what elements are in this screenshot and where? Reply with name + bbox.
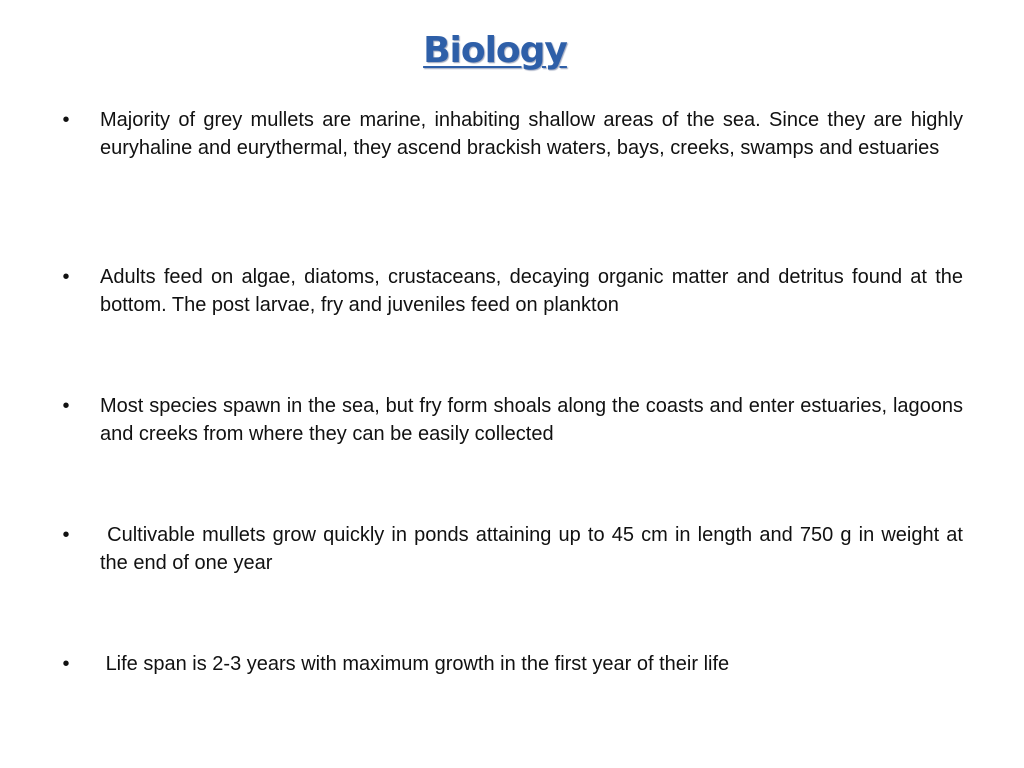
bullet-text: Majority of grey mullets are marine, inhabiting shallow areas of the sea. Since they are highly euryhaline and eurythermal, they ascend brackish waters, bays, creeks, swamps and estuaries [100,109,963,159]
bullet-text: Life span is 2-3 years with maximum growth in the first year of their life [100,653,730,675]
bullet-dot: • [62,653,70,675]
slide-title: Biology [423,30,567,71]
bullet-dot: • [62,524,70,546]
bullet-text: Most species spawn in the sea, but fry form shoals along the coasts and enter estuaries, lagoons and creeks from where they can be easily collected [100,395,963,445]
bullet-text: Adults feed on algae, diatoms, crustaceans, decaying organic matter and detritus found at the bottom. The post larvae, fry and juveniles feed on plankton [100,266,963,316]
bullet-dot: • [62,266,70,288]
bullet-dot: • [62,109,70,131]
bullet-dot: • [62,395,70,417]
bullet-text: Cultivable mullets grow quickly in ponds attaining up to 45 cm in length and 750 g in weight at the end of one year [100,524,969,574]
